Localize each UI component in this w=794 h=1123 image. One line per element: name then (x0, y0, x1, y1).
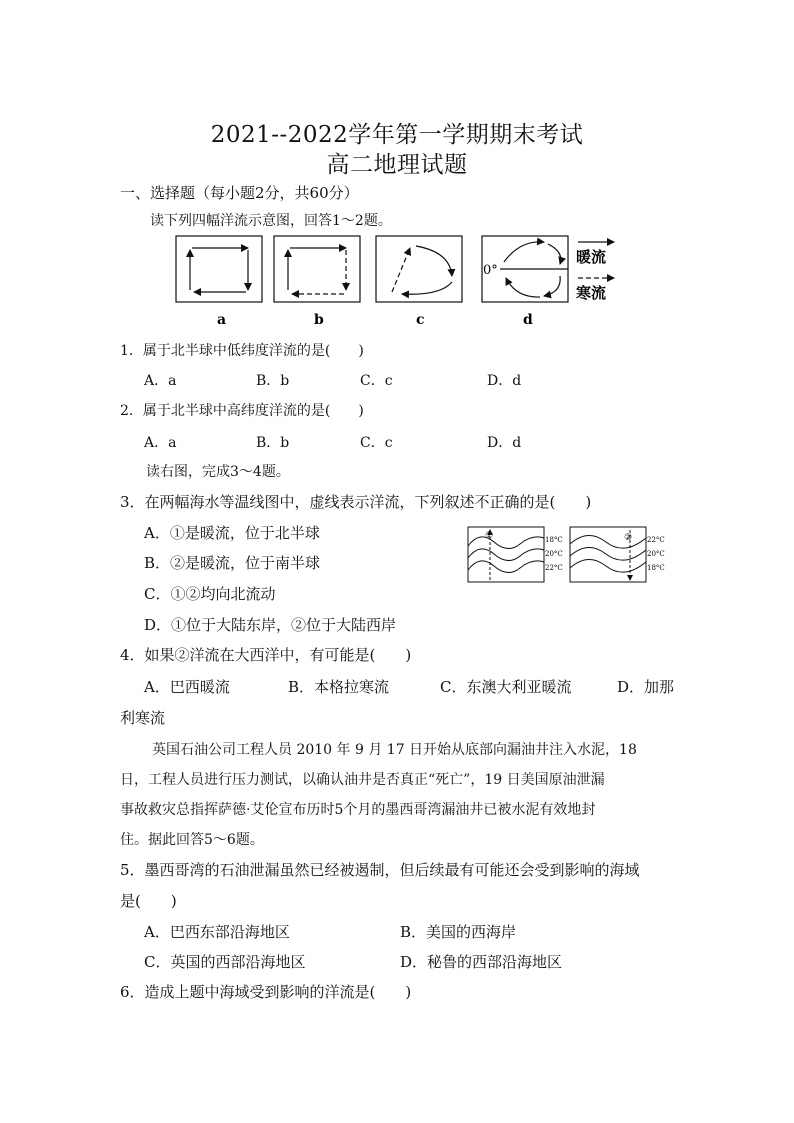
q5-option-d: D．秘鲁的西部沿海地区 (400, 953, 563, 971)
q3-option-d: D．①位于大陆东岸，②位于大陆西岸 (144, 616, 397, 634)
q1-option-a: A．a (144, 373, 177, 389)
marker-1: ① (485, 531, 494, 541)
label-c: c (416, 312, 425, 328)
q3-option-b: B．②是暖流，位于南半球 (144, 554, 321, 572)
passage-line-1: 英国石油公司工程人员 2010 年 9 月 17 日开始从底部向漏油井注入水泥，18 (152, 742, 637, 758)
q2-option-d: D．d (487, 435, 522, 451)
passage-line-2: 日，工程人员进行压力测试，以确认油井是否真正“死亡”，19 日美国原油泄漏 (120, 772, 605, 788)
q4-option-d: D．加那 (617, 678, 675, 696)
isotherm-left (468, 527, 563, 582)
q1-option-c: C．c (360, 373, 393, 389)
q5-option-a: A．巴西东部沿海地区 (144, 923, 290, 941)
diagram-a (176, 236, 262, 302)
left-temp-2: 20°C (545, 550, 563, 558)
q2-stem: 2．属于北半球中高纬度洋流的是( ) (120, 403, 364, 419)
right-temp-1: 22°C (647, 536, 665, 544)
q2-option-c: C．c (360, 435, 393, 451)
right-temp-2: 20°C (647, 550, 665, 558)
diagram-d (482, 236, 568, 302)
q3-option-a: A．①是暖流，位于北半球 (144, 524, 320, 542)
diagram-c (376, 236, 462, 302)
passage-line-3: 事故救灾总指挥萨德·艾伦宣布历时5个月的墨西哥湾漏油井已被水泥有效地封 (120, 802, 596, 818)
q4-option-c: C．东澳大利亚暖流 (440, 678, 572, 696)
exam-subtitle: 高二地理试题 (326, 152, 468, 178)
legend-warm: 暖流 (576, 248, 607, 266)
right-temp-3: 18°C (647, 564, 665, 572)
label-d: d (523, 312, 533, 328)
intro-q3-4: 读右图，完成3～4题。 (146, 464, 290, 480)
left-temp-3: 22°C (545, 564, 563, 572)
q4-option-b: B．本格拉寒流 (288, 678, 390, 696)
q2-option-b: B．b (256, 435, 290, 451)
label-a: a (217, 312, 227, 328)
label-b: b (314, 312, 324, 328)
q5-stem-line-1: 5．墨西哥湾的石油泄漏虽然已经被遏制，但后续最有可能还会受到影响的海域 (120, 861, 640, 879)
q1-option-d: D．d (487, 373, 522, 389)
q3-stem: 3．在两幅海水等温线图中，虚线表示洋流，下列叙述不正确的是( ) (120, 493, 592, 511)
q5-option-b: B．美国的西海岸 (400, 923, 517, 941)
q4-stem: 4．如果②洋流在大西洋中，有可能是( ) (120, 646, 412, 664)
marker-2: ② (624, 533, 633, 543)
left-temp-1: 18°C (545, 536, 563, 544)
diagram-b (274, 236, 360, 302)
q1-stem: 1．属于北半球中低纬度洋流的是( ) (120, 343, 364, 359)
q4-option-a: A．巴西暖流 (144, 678, 230, 696)
q5-stem-line-2: 是( ) (120, 892, 177, 910)
equator-label: 0° (483, 263, 498, 278)
ocean-current-diagrams (170, 232, 630, 332)
q3-option-c: C．①②均向北流动 (144, 585, 276, 603)
legend (576, 242, 614, 302)
exam-title: 2021--2022学年第一学期期末考试 (210, 122, 584, 148)
q1-option-b: B．b (256, 373, 290, 389)
q4-option-d-cont: 利寒流 (120, 709, 166, 727)
passage-line-4: 住。据此回答5～6题。 (120, 832, 264, 848)
intro-q1-2: 读下列四幅洋流示意图，回答1～2题。 (150, 213, 392, 229)
isotherm-diagrams (464, 524, 674, 586)
q6-stem: 6．造成上题中海域受到影响的洋流是( ) (120, 983, 412, 1001)
isotherm-right (570, 527, 665, 582)
q5-option-c: C．英国的西部沿海地区 (144, 953, 306, 971)
section-heading: 一、选择题（每小题2分，共60分） (120, 184, 359, 202)
legend-cold: 寒流 (576, 284, 607, 302)
q2-option-a: A．a (144, 435, 177, 451)
